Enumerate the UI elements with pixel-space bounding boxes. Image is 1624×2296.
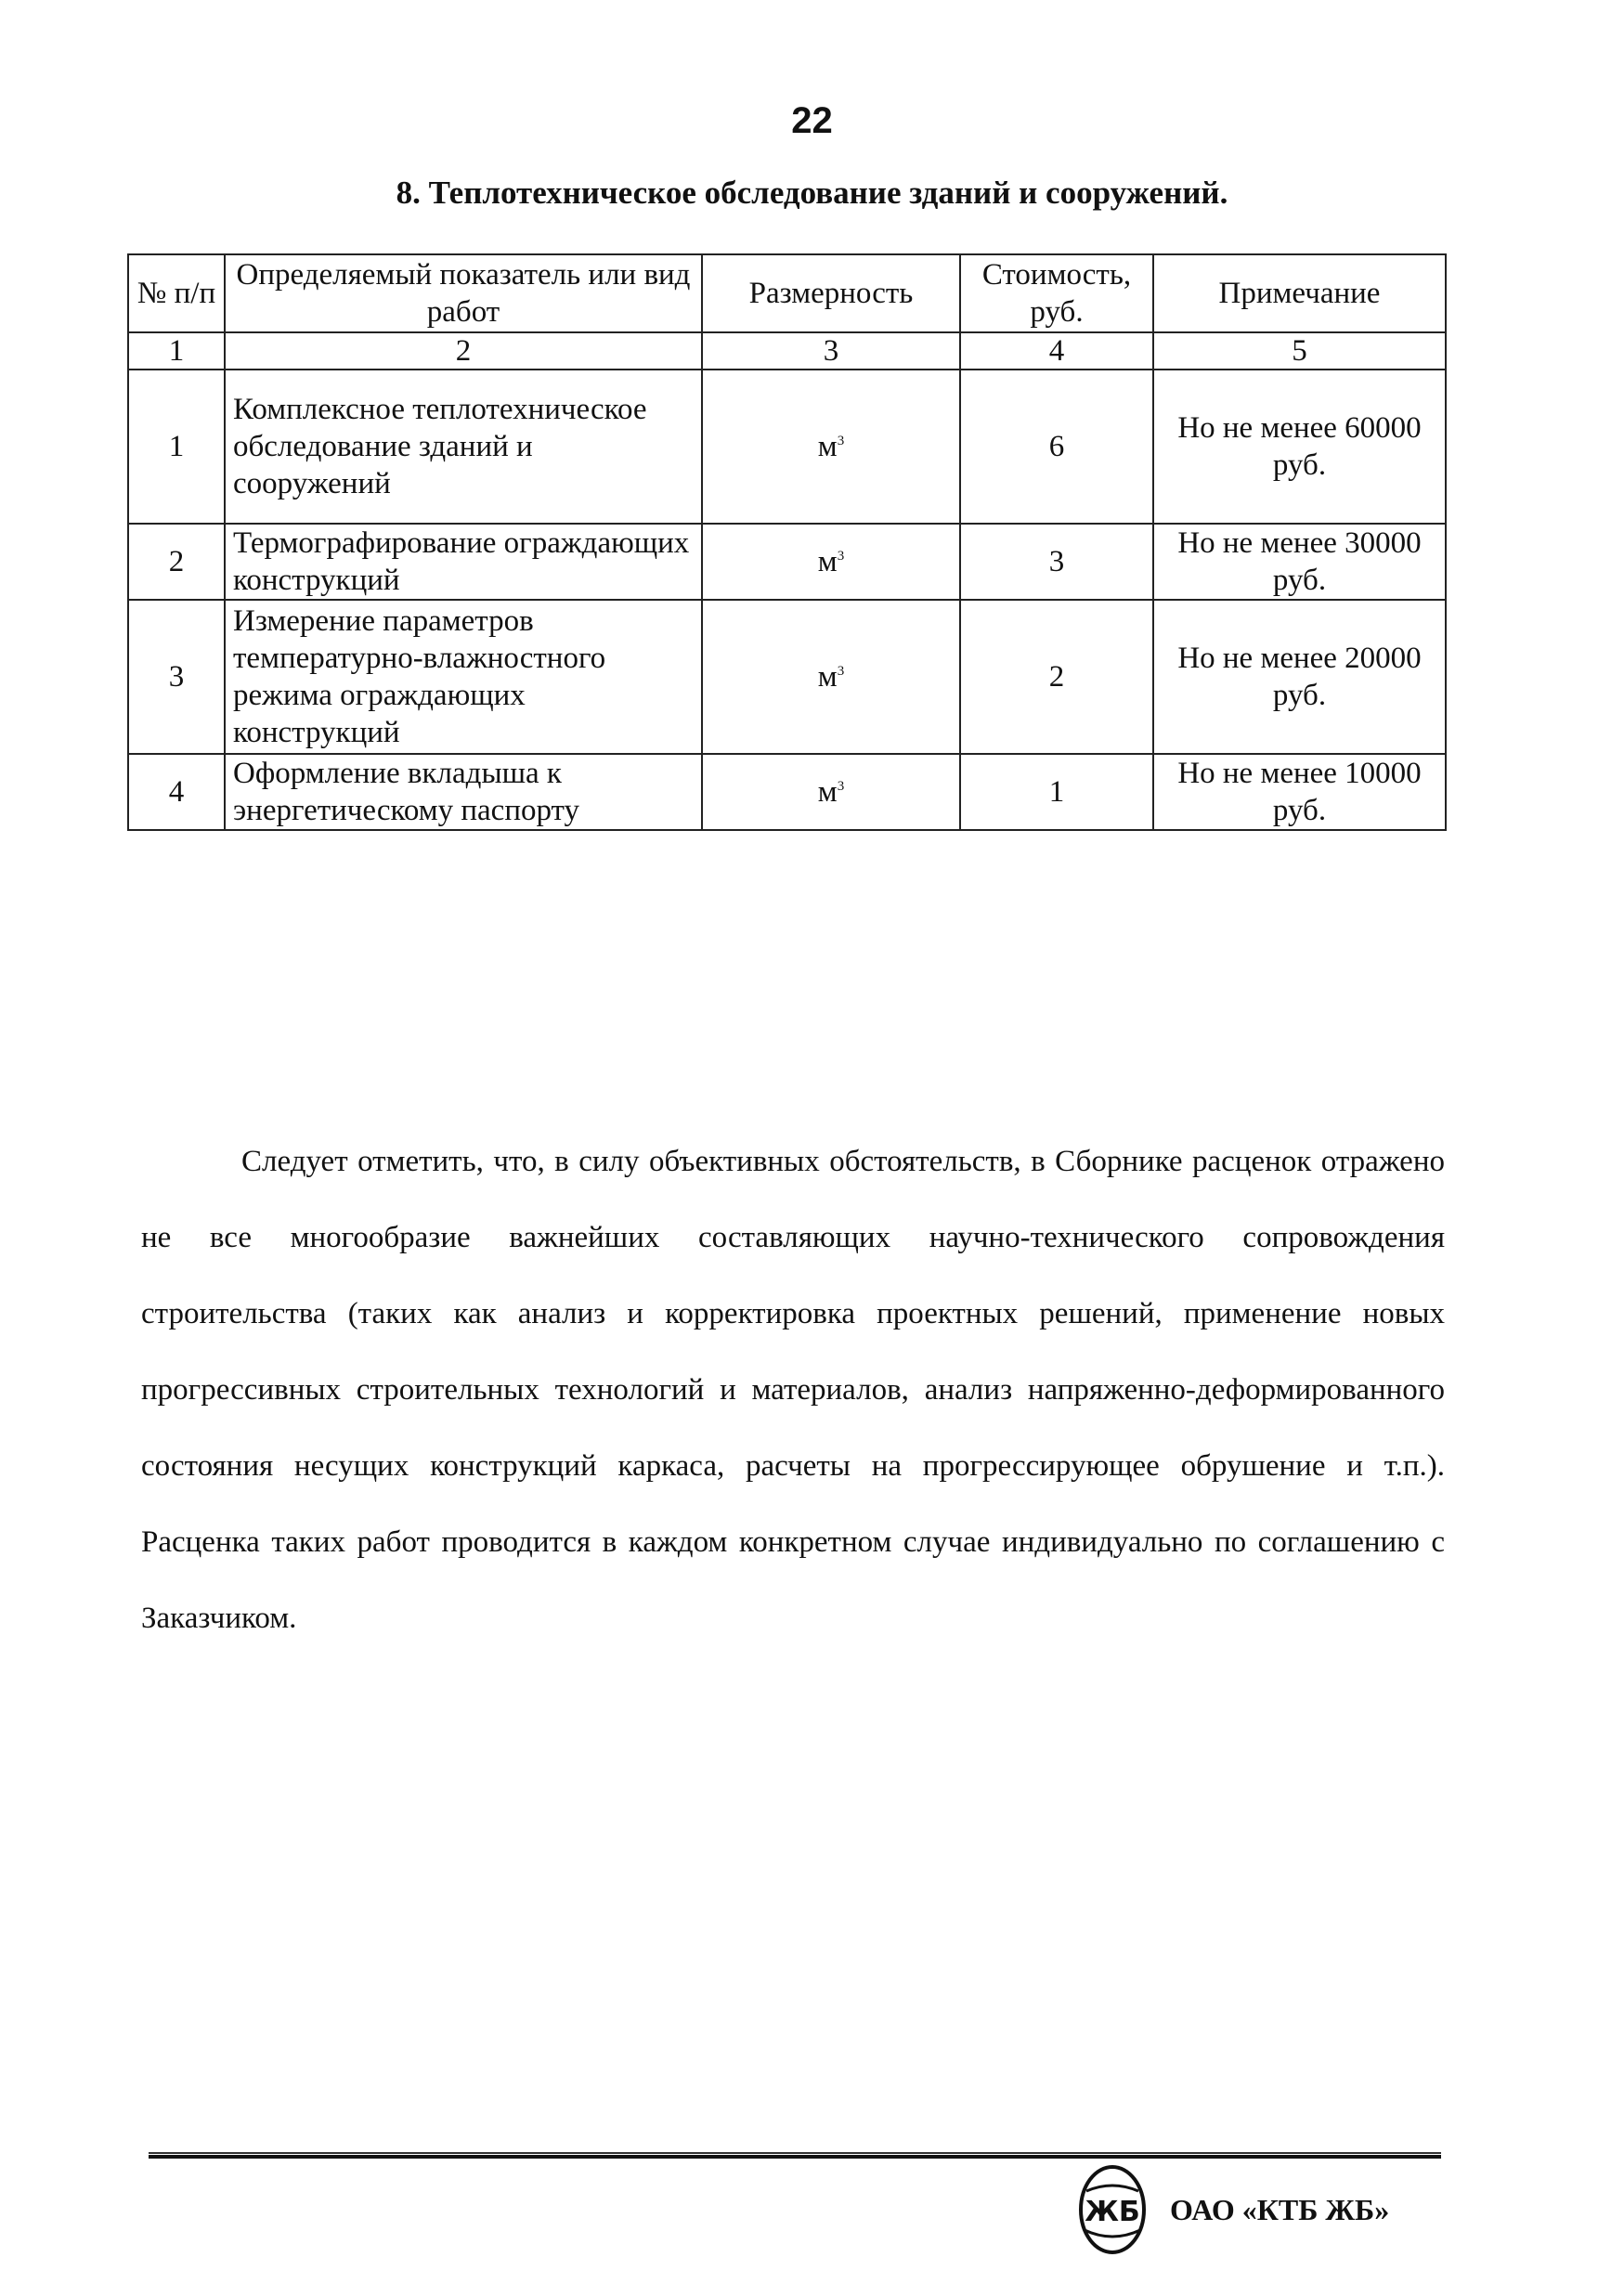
header-unit: Размерность xyxy=(702,254,960,332)
row-indicator: Комплексное теплотехническое обследование зданий и сооружений xyxy=(225,370,702,524)
table-row xyxy=(128,370,1446,524)
body-paragraph: Следует отметить, что, в силу объективных обстоятельств, в Сборнике расценок отражено не все многообразие важнейших составляющих научно-технического сопровождения строительства (таких как анализ и корректировка проектных решений, применение новых прогрессивных строительных технологий и материалов, анализ напряженно-деформированного состояния несущих конструкций каркаса, расчеты на прогрессирующее обрушение и т.п.). Расценка таких работ проводится в каждом конкретном случае индивидуально по соглашению с Заказчиком. xyxy=(141,1145,1445,1635)
row-cost: 6 xyxy=(960,370,1153,524)
row-cost: 1 xyxy=(960,754,1153,830)
row-num: 2 xyxy=(128,524,225,600)
row-num: 1 xyxy=(128,370,225,524)
column-number-row xyxy=(128,332,1446,370)
row-indicator: Оформление вкладыша к энергетическому паспорту xyxy=(225,754,702,830)
row-unit: $м^3$ xyxy=(702,370,960,524)
row-note: Но не менее 60000 руб. xyxy=(1153,370,1446,524)
footer-divider xyxy=(149,2152,1441,2158)
row-num: 3 xyxy=(128,600,225,754)
row-note: Но не менее 20000 руб. xyxy=(1153,600,1446,754)
row-unit: $м^3$ xyxy=(702,600,960,754)
table-row xyxy=(128,754,1446,830)
ktb-zhb-logo-icon xyxy=(1077,2163,1148,2256)
table-row xyxy=(128,524,1446,600)
footer-organization: ОАО «КТБ ЖБ» xyxy=(1170,2193,1390,2226)
table-header-row xyxy=(128,254,1446,332)
page-number: 22 xyxy=(791,100,833,141)
row-unit: $м^3$ xyxy=(702,524,960,600)
svg-text:ЖБ: ЖБ xyxy=(1085,2196,1140,2228)
row-unit: $м^3$ xyxy=(702,754,960,830)
header-num: № п/п xyxy=(128,254,225,332)
row-cost: 3 xyxy=(960,524,1153,600)
table-row xyxy=(128,600,1446,754)
column-number: 2 xyxy=(225,332,702,370)
column-number: 5 xyxy=(1153,332,1446,370)
row-note: Но не менее 10000 руб. xyxy=(1153,754,1446,830)
column-number: 3 xyxy=(702,332,960,370)
row-indicator: Термографирование ограждающих конструкций xyxy=(225,524,702,600)
rates-table xyxy=(127,253,1447,831)
column-number: 1 xyxy=(128,332,225,370)
row-note: Но не менее 30000 руб. xyxy=(1153,524,1446,600)
header-indicator: Определяемый показатель или вид работ xyxy=(225,254,702,332)
column-number: 4 xyxy=(960,332,1153,370)
header-note: Примечание xyxy=(1153,254,1446,332)
row-cost: 2 xyxy=(960,600,1153,754)
row-indicator: Измерение параметров температурно-влажностного режима ограждающих конструкций xyxy=(225,600,702,754)
header-cost: Стоимость, руб. xyxy=(960,254,1153,332)
row-num: 4 xyxy=(128,754,225,830)
section-title: 8. Теплотехническое обследование зданий и сооружений. xyxy=(396,175,1228,211)
